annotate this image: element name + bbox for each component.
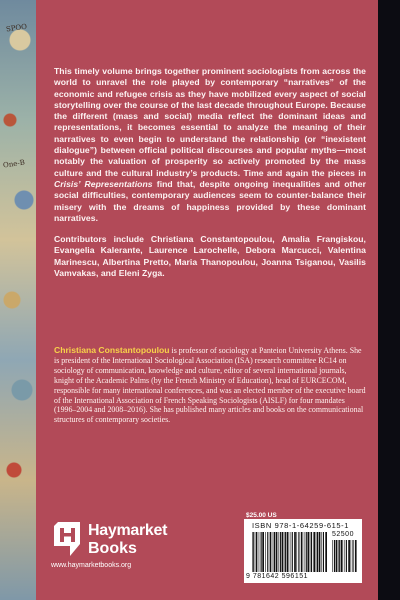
back-cover-panel: [36, 0, 378, 600]
barcode-bar: [285, 532, 286, 572]
barcode-bar: [265, 532, 266, 572]
barcode-bar: [259, 532, 260, 572]
barcode-bar: [298, 532, 299, 572]
barcode-bar: [307, 532, 309, 572]
barcode-bar: [355, 540, 357, 572]
isbn-number: ISBN 978-1-64259-615-1: [252, 521, 350, 530]
barcode-bar: [338, 540, 339, 572]
publisher-logo: [50, 518, 200, 578]
barcode-bar: [270, 532, 272, 572]
barcode-bar: [287, 532, 289, 572]
barcode-bar: [341, 540, 343, 572]
barcode-bar: [280, 532, 281, 572]
book-description: [54, 66, 366, 289]
barcode-bar: [323, 532, 324, 572]
ean-number: 9 781642 596151: [246, 573, 308, 580]
barcode-bar: [316, 532, 317, 572]
barcode-bar: [282, 532, 284, 572]
price-label: $25.00 US: [246, 512, 277, 519]
barcode-bar: [276, 532, 278, 572]
publisher-name: Haymarket: [88, 522, 168, 539]
author-bio: [54, 346, 366, 425]
description-text: find that, despite ongoing inequalities and other social difficulties, contemporary audiences seem to counter-balance their misery with the dreams of happiness provided by these dominant narratives.: [54, 178, 366, 223]
addon-barcode: [332, 540, 358, 572]
book-title-italic: Crisis’ Representations: [54, 178, 153, 189]
barcode-bar: [336, 540, 338, 572]
barcode-bar: [290, 532, 291, 572]
price-addon-number: 52500: [332, 531, 354, 538]
barcode-bar: [339, 540, 340, 572]
barcode-box: [244, 519, 362, 583]
barcode-bar: [346, 540, 347, 572]
ean-barcode: [252, 532, 328, 572]
barcode-bar: [332, 540, 333, 572]
barcode-bar: [351, 540, 352, 572]
barcode-bar: [319, 532, 321, 572]
haymarket-h-icon: [50, 520, 84, 558]
barcode-bar: [321, 532, 322, 572]
barcode-bar: [284, 532, 285, 572]
barcode-bar: [256, 532, 258, 572]
description-paragraph: [54, 66, 366, 224]
barcode-bar: [261, 532, 262, 572]
description-text: This timely volume brings together prominent sociologists from across the world to unravel the role played by contemporary “narratives” of the economic and refugee crisis as they have mobilized every aspect of social storytelling over the course of the last decade throughout Europe. Because the different (mass and social) media reflect the dominant ideas and representations, it becomes essential to analyze the meaning of their narratives to even begin to understand the relationship (or “inexistent dialogue”) between official political discourses and popular myths—most notably the valuation of prosperity so actively promoted by the mass culture and the cultural industry’s products. Time and again the pieces in: [54, 66, 366, 178]
barcode-bar: [253, 532, 254, 572]
barcode-bar: [274, 532, 275, 572]
barcode-bar: [334, 540, 335, 572]
barcode-bar: [278, 532, 279, 572]
barcode-bar: [301, 532, 303, 572]
dark-edge: [378, 0, 400, 600]
barcode-bar: [296, 532, 297, 572]
author-name: Christiana Constantopoulou: [54, 345, 170, 355]
barcode-bar: [294, 532, 296, 572]
barcode-bar: [306, 532, 307, 572]
barcode-bar: [311, 532, 312, 572]
barcode-bar: [262, 532, 264, 572]
contributors-paragraph: Contributors include Christiana Constantopoulou, Amalia Frangiskou, Evangelia Kalerante, Laurence Larochelle, Debora Marcucci, Valentina Marinescu, Albertina Pretto, Maria Thanopoulou, Joanna Tsiganou, Vasilis Vamvakas, and Eleni Zyga.: [54, 234, 366, 279]
barcode-bar: [304, 532, 305, 572]
publisher-name-line2: Books: [88, 540, 137, 557]
barcode-bar: [325, 532, 327, 572]
barcode-bar: [310, 532, 311, 572]
barcode-bar: [348, 540, 350, 572]
barcode-bar: [352, 540, 353, 572]
publisher-url: www.haymarketbooks.org: [51, 562, 132, 569]
barcode-bar: [267, 532, 268, 572]
barcode-bar: [344, 540, 345, 572]
author-bio-text: is professor of sociology at Panteion University Athens. She is president of the International Sociological Association (ISA) research committee RC14 on sociology of communication, knowledge and culture, editor of several international journals, knight of the Academic Palms (by the French Ministry of Education), head of EURCECOM, responsible for many international conferences, and was an elected member of the executive board of the International Association of French Speaking Sociologists (AISLF) for four mandates (1996–2004 and 2008–2016). She has published many articles and books on the communicational structures of contemporary societies.: [54, 346, 366, 425]
barcode-bar: [252, 532, 253, 572]
barcode-bar: [292, 532, 293, 572]
barcode-bar: [273, 532, 274, 572]
barcode-bar: [313, 532, 315, 572]
barcode-bar: [317, 532, 318, 572]
vintage-map-strip: [0, 0, 37, 600]
map-label: One-B: [2, 158, 26, 170]
map-label: SPOO: [5, 22, 28, 34]
